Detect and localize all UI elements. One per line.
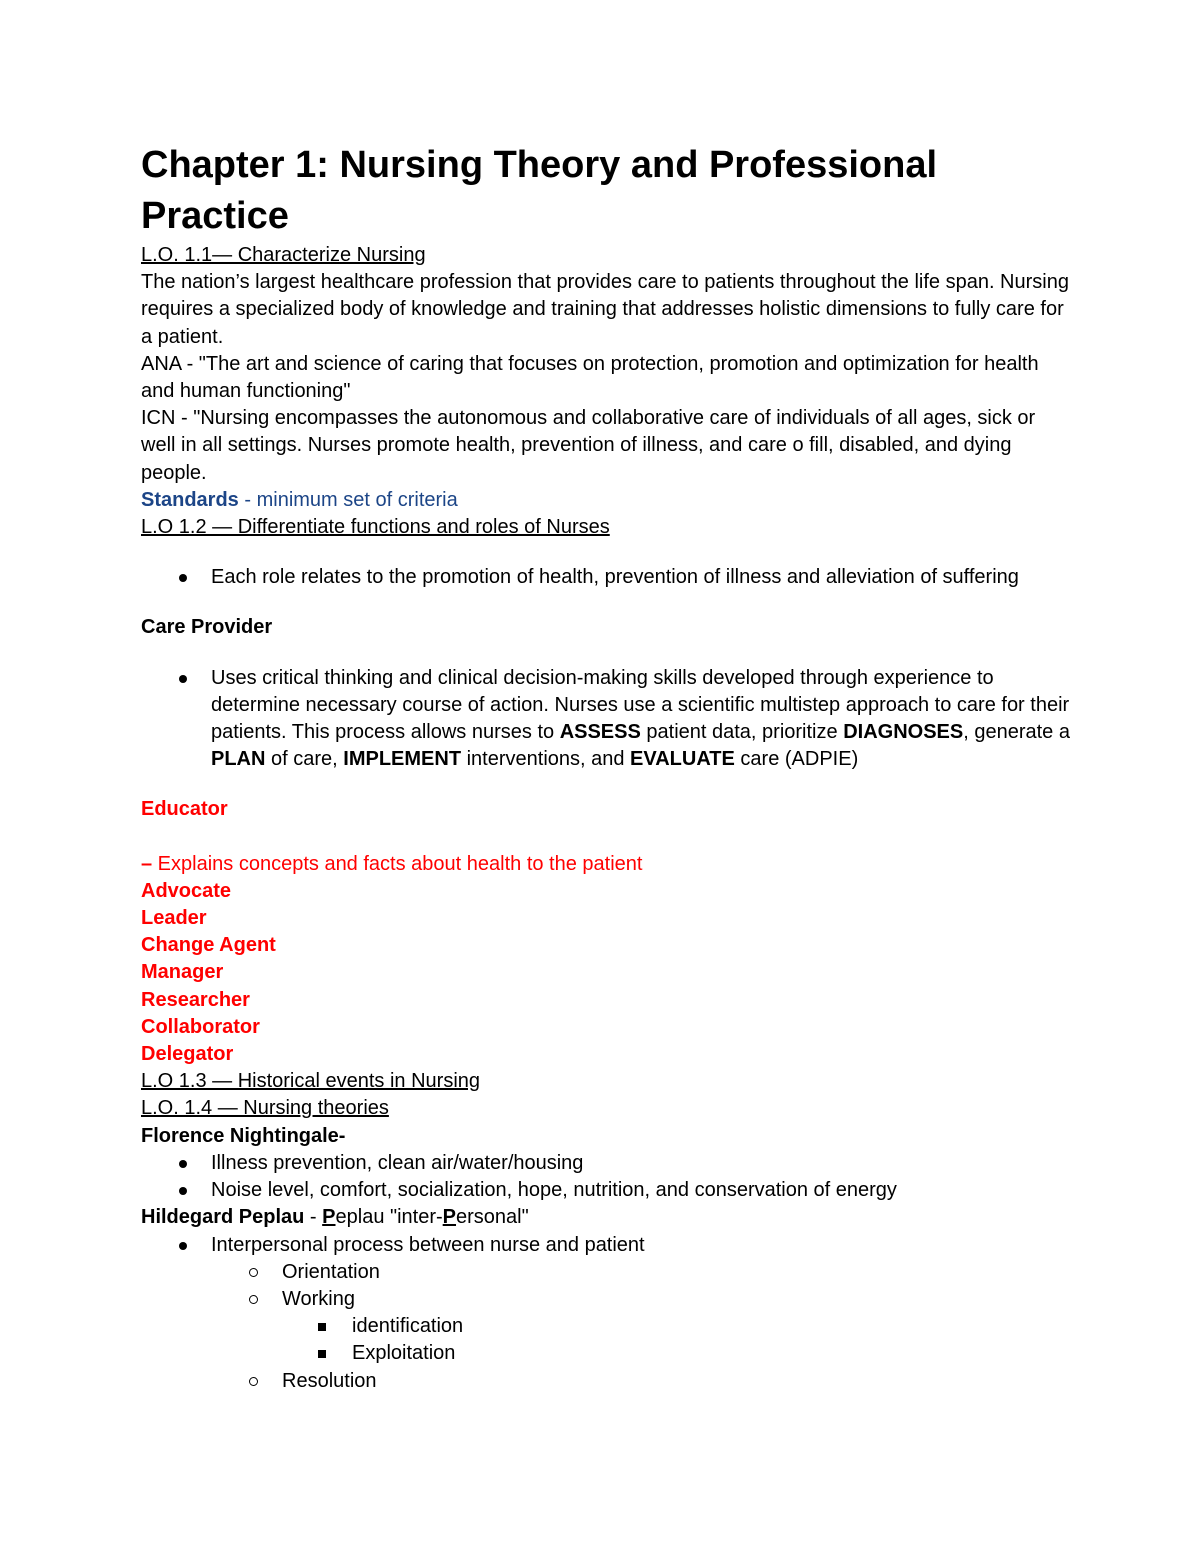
roles-summary-text: Each role relates to the promotion of health, prevention of illness and alleviation of suffering <box>211 566 1019 589</box>
nightingale-heading: Florence Nightingale- <box>141 1124 346 1147</box>
lo-1-4-heading: L.O. 1.4 — Nursing theories <box>141 1097 389 1120</box>
lo-1-2-heading: L.O 1.2 — Differentiate functions and roles of Nurses <box>141 516 610 539</box>
list-item: Interpersonal process between nurse and patient <box>141 1232 1071 1259</box>
keyword-implement: IMPLEMENT <box>343 748 462 771</box>
nightingale-list <box>141 1150 1071 1204</box>
care-provider-heading: Care Provider <box>141 616 273 639</box>
bullet-icon <box>179 1187 187 1195</box>
lo-1-3-heading: L.O 1.3 — Historical events in Nursing <box>141 1070 481 1093</box>
list-item: identification <box>141 1313 1071 1340</box>
square-bullet-icon <box>318 1350 326 1358</box>
list-item: Illness prevention, clean air/water/housing <box>141 1150 1071 1177</box>
role-leader: Leader <box>141 907 207 930</box>
lo-1-1-heading: L.O. 1.1— Characterize Nursing <box>141 244 426 266</box>
bullet-icon <box>179 574 187 582</box>
page-title: Chapter 1: Nursing Theory and Professional Practice <box>141 144 938 237</box>
role-advocate: Advocate <box>141 879 232 902</box>
role-delegator: Delegator <box>141 1043 234 1066</box>
list-item: Working <box>141 1286 1071 1313</box>
square-bullet-icon <box>318 1323 326 1331</box>
peplau-list <box>141 1232 1071 1395</box>
bullet-icon <box>179 1242 187 1250</box>
bullet-icon <box>179 675 187 683</box>
icn-definition: ICN - "Nursing encompasses the autonomous and collaborative care of individuals of all ages, sick or well in all settings. Nurses promote health, prevention of illness, and care o fill, disabled, and dying people. <box>141 407 1036 484</box>
hollow-bullet-icon <box>249 1268 258 1277</box>
keyword-evaluate: EVALUATE <box>630 748 735 771</box>
keyword-assess: ASSESS <box>559 721 641 744</box>
document-page <box>141 140 1071 1395</box>
list-item <box>141 665 1071 774</box>
hollow-bullet-icon <box>249 1295 258 1304</box>
standards-definition: - minimum set of criteria <box>238 488 458 511</box>
keyword-plan: PLAN <box>211 748 266 771</box>
educator-description: – Explains concepts and facts about health to the patient <box>141 852 643 875</box>
role-manager: Manager <box>141 961 224 984</box>
peplau-heading: Hildegard Peplau - Peplau "inter-Personal" <box>141 1206 529 1229</box>
list-item: Orientation <box>141 1259 1071 1286</box>
list-item: Resolution <box>141 1368 1071 1395</box>
nursing-definition-paragraph: The nation’s largest healthcare profession that provides care to patients throughout the life span. Nursing requires a specialized body of knowledge and training that addresses holistic dimensions to fully care for a patient. <box>141 271 1069 348</box>
role-researcher: Researcher <box>141 988 250 1011</box>
care-provider-text: Uses critical thinking and clinical decision-making skills developed through experience to determine necessary course of action. Nurses use a scientific multistep approach to care for their patients. This process allows nurses to ASSESS patient data, prioritize DIAGNOSES, generate a PLAN of care, IMPLEMENT interventions, and EVALUATE care (ADPIE) <box>211 666 1070 771</box>
educator-heading: Educator <box>141 798 228 821</box>
hollow-bullet-icon <box>249 1377 258 1386</box>
list-item <box>141 564 1071 591</box>
standards-line <box>141 487 1071 514</box>
care-provider-list <box>141 665 1071 774</box>
role-collaborator: Collaborator <box>141 1015 260 1038</box>
role-change-agent: Change Agent <box>141 934 276 957</box>
keyword-diagnoses: DIAGNOSES <box>843 721 964 744</box>
list-item: Noise level, comfort, socialization, hope, nutrition, and conservation of energy <box>141 1177 1071 1204</box>
standards-term: Standards <box>141 488 239 511</box>
list-item: Exploitation <box>141 1340 1071 1367</box>
bullet-icon <box>179 1160 187 1168</box>
roles-summary-list <box>141 564 1071 591</box>
ana-definition: ANA - "The art and science of caring that focuses on protection, promotion and optimization for health and human functioning" <box>141 352 1039 403</box>
